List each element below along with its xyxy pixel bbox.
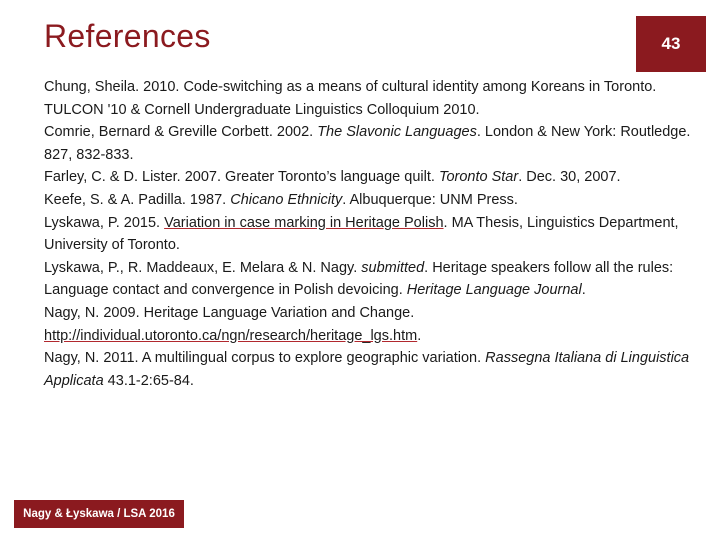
reference-item (44, 212, 704, 257)
reference-link[interactable]: http://individual.utoronto.ca/ngn/research/heritage_lgs.htm (44, 327, 418, 344)
reference-link[interactable]: Variation in case marking in Heritage Polish (164, 214, 444, 231)
reference-text: Keefe, S. & A. Padilla. 1987. (44, 191, 231, 208)
reference-text: 43.1-2:65-84. (103, 372, 194, 389)
reference-text: . (581, 282, 586, 299)
reference-text: Farley, C. & D. Lister. 2007. Greater Toronto’s language quilt. (44, 169, 439, 186)
slide-title: References (44, 18, 211, 54)
footer-badge: Nagy & Łyskawa / LSA 2016 (14, 500, 184, 528)
reference-text: Lyskawa, P., R. Maddeaux, E. Melara & N. Nagy. (44, 259, 362, 276)
reference-text: . London & New York: Routledge. 827, 832-833. (44, 124, 691, 163)
page-number-badge: 43 (636, 16, 706, 72)
reference-text: Lyskawa, P. 2015. (44, 214, 165, 231)
reference-text: . (417, 327, 422, 344)
reference-item (44, 302, 704, 347)
reference-text: Nagy, N. 2011. A multilingual corpus to explore geographic variation. (44, 350, 486, 367)
reference-title-italic: Toronto Star (438, 169, 519, 186)
reference-title-italic: Chicano Ethnicity (230, 191, 343, 208)
reference-item (44, 76, 704, 121)
reference-journal-italic: Heritage Language Journal (406, 282, 582, 299)
reference-item (44, 166, 704, 189)
reference-title-italic: The Slavonic Languages (317, 124, 477, 141)
reference-item (44, 257, 704, 302)
reference-text: . Albuquerque: UNM Press. (342, 191, 518, 208)
reference-text: . Heritage speakers follow all the rules: Language contact and convergence in Polish devoicing. (44, 259, 674, 299)
reference-journal-italic: Rassegna Italiana di Linguistica Applicata (44, 350, 690, 389)
reference-item (44, 121, 704, 166)
reference-status-italic: submitted (361, 259, 425, 276)
reference-text: . Dec. 30, 2007. (518, 169, 621, 186)
reference-text: Nagy, N. 2009. Heritage Language Variation and Change. (44, 304, 415, 321)
reference-text: Chung, Sheila. 2010. Code-switching as a means of cultural identity among Koreans in Toronto. TULCON '10 & Cornell Undergraduate Linguistics Colloquium 2010. (44, 79, 657, 118)
reference-item (44, 347, 704, 392)
reference-list (44, 76, 704, 392)
reference-item (44, 189, 704, 212)
reference-text: . MA Thesis, Linguistics Department, University of Toronto. (44, 214, 679, 254)
reference-text: Comrie, Bernard & Greville Corbett. 2002. (44, 124, 318, 141)
